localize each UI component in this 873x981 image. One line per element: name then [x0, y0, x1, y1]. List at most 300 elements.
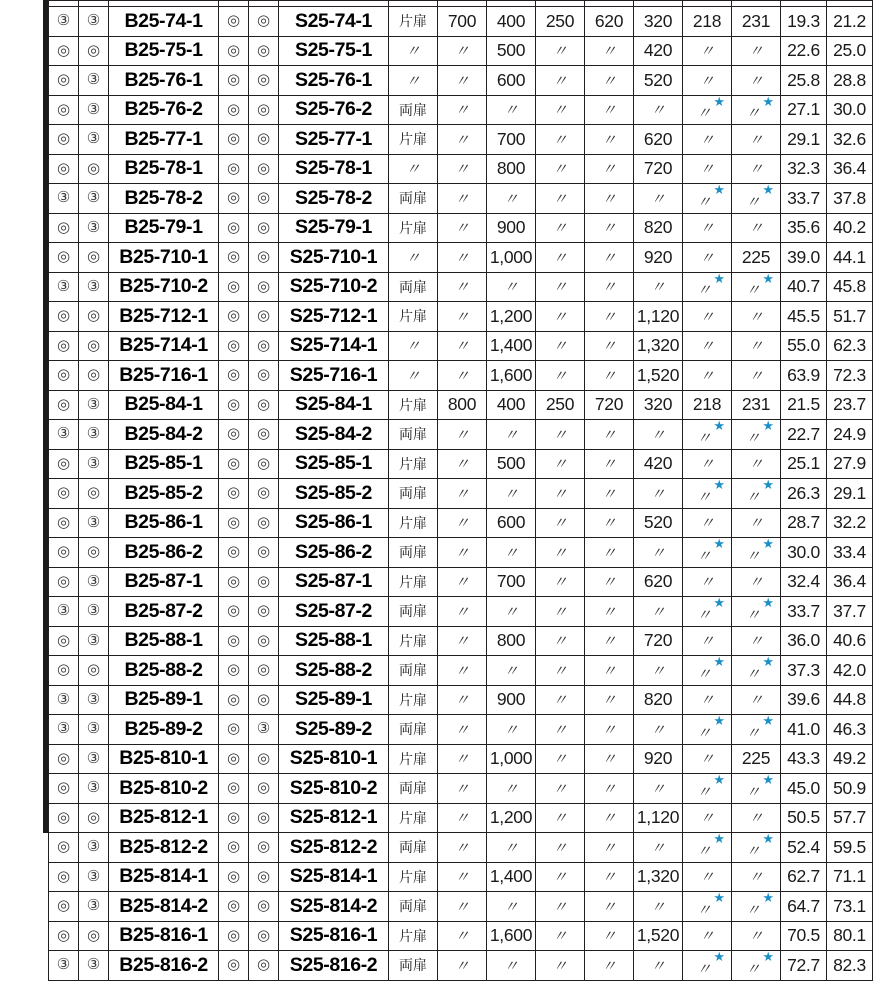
double-circle-icon-text: ◎: [56, 925, 71, 944]
double-circle-icon-text: ◎: [56, 394, 71, 413]
s-series-model-text: S25-89-2: [294, 717, 373, 740]
door-type-text: 片扉: [399, 751, 427, 768]
dimension-w-text: 〃: [454, 573, 470, 592]
dimension-h5-text: 〃: [748, 71, 764, 90]
door-type-text: 片扉: [399, 220, 427, 237]
double-circle-icon-text: ◎: [256, 70, 271, 89]
dimension-h5: [732, 7, 781, 37]
circled-three-icon-text: ③: [56, 11, 71, 30]
door-type: [389, 567, 438, 597]
circled-three-icon-text: ③: [56, 689, 71, 708]
s-series-model: [279, 656, 389, 686]
b-series-model: [109, 302, 219, 332]
double-circle-icon-text: ◎: [86, 40, 101, 59]
s-series-model: [279, 361, 389, 391]
circled-three-icon: [79, 125, 109, 155]
dimension-h2-text: 〃: [601, 602, 617, 621]
s-series-model-text: S25-716-1: [289, 363, 378, 386]
dimension-h3: [634, 774, 683, 804]
b-series-model: [109, 892, 219, 922]
dimension-h4-text: 〃: [699, 514, 715, 533]
double-circle-icon: [249, 36, 279, 66]
weight-wt2-text: 23.7: [833, 394, 866, 415]
circled-three-icon: [79, 567, 109, 597]
dimension-h3-text: 820: [643, 217, 673, 238]
b-series-model: [109, 243, 219, 273]
double-circle-icon-text: ◎: [56, 630, 71, 649]
table-row[interactable]: [49, 538, 873, 568]
dimension-h4-text: 〃: [699, 868, 715, 887]
ditto-mark: 〃: [696, 428, 712, 447]
double-circle-icon: [219, 36, 249, 66]
table-row[interactable]: [49, 272, 873, 302]
double-circle-icon-text: ◎: [256, 365, 271, 384]
weight-wt2-text: 59.5: [833, 836, 866, 857]
double-circle-icon-text: ◎: [226, 778, 241, 797]
star-icon: ★: [713, 949, 725, 964]
weight-wt1: [781, 243, 827, 273]
dimension-h1: [536, 125, 585, 155]
double-circle-icon-text: ◎: [256, 689, 271, 708]
dimension-h3-text: 320: [643, 10, 673, 31]
weight-wt1-text: 27.1: [787, 99, 820, 120]
double-circle-icon-text: ◎: [56, 542, 71, 561]
double-circle-icon: [219, 361, 249, 391]
dimension-h3: [634, 921, 683, 951]
double-circle-icon-text: ◎: [256, 955, 271, 974]
dimension-h1: [536, 7, 585, 37]
double-circle-icon: [49, 479, 79, 509]
door-type-text: 片扉: [399, 456, 427, 473]
dimension-h5-text: 〃: [748, 514, 764, 533]
weight-wt2: [827, 892, 873, 922]
dimension-h1-text: 〃: [552, 425, 568, 444]
double-circle-icon: [49, 361, 79, 391]
dimension-d-text: 〃: [503, 278, 519, 297]
dimension-h4: [683, 744, 732, 774]
dimension-d-text: 400: [496, 394, 526, 415]
dimension-w-text: 〃: [454, 602, 470, 621]
dimension-w-text: 〃: [454, 868, 470, 887]
double-circle-icon-text: ◎: [226, 11, 241, 30]
double-circle-icon-text: ◎: [256, 306, 271, 325]
circled-three-icon-text: ③: [56, 601, 71, 620]
dimension-h1-text: 〃: [552, 956, 568, 975]
door-type: [389, 154, 438, 184]
dimension-w: [438, 715, 487, 745]
double-circle-icon-text: ◎: [56, 247, 71, 266]
dimension-h3-text: 520: [643, 69, 673, 90]
dimension-h2: [585, 833, 634, 863]
b-series-model-text: B25-78-2: [124, 186, 203, 209]
dimension-h2: [585, 479, 634, 509]
dimension-d-text: 〃: [503, 484, 519, 503]
weight-wt2: [827, 243, 873, 273]
s-series-model: [279, 184, 389, 214]
s-series-model-text: S25-814-1: [289, 865, 378, 888]
table-row[interactable]: [49, 302, 873, 332]
weight-wt1-text: 40.7: [787, 276, 820, 297]
table-row[interactable]: [49, 685, 873, 715]
s-series-model: [279, 567, 389, 597]
dimension-d: [487, 36, 536, 66]
dimension-h2-text: 〃: [601, 71, 617, 90]
dimension-h2-text: 〃: [601, 160, 617, 179]
dimension-h5: [732, 125, 781, 155]
dimension-h4: [683, 833, 732, 863]
dimension-h2-text: 〃: [601, 101, 617, 120]
circled-three-icon-text: ③: [86, 424, 101, 443]
double-circle-icon-text: ◎: [256, 247, 271, 266]
table-row[interactable]: [49, 125, 873, 155]
table-row[interactable]: [49, 744, 873, 774]
dimension-h1: [536, 95, 585, 125]
double-circle-icon-text: ◎: [226, 276, 241, 295]
dimension-h3: [634, 744, 683, 774]
double-circle-icon-text: ◎: [256, 660, 271, 679]
double-circle-icon: [49, 449, 79, 479]
star-icon: ★: [713, 772, 725, 787]
door-type: [389, 774, 438, 804]
double-circle-icon-text: ◎: [226, 158, 241, 177]
s-series-model: [279, 921, 389, 951]
b-series-model: [109, 744, 219, 774]
double-circle-icon: [249, 331, 279, 361]
weight-wt1-text: 39.6: [787, 689, 820, 710]
circled-three-icon-text: ③: [86, 601, 101, 620]
dimension-h1: [536, 449, 585, 479]
double-circle-icon: [249, 774, 279, 804]
double-circle-icon: [49, 538, 79, 568]
double-circle-icon-text: ◎: [86, 807, 101, 826]
s-series-model-text: S25-78-2: [294, 186, 373, 209]
dimension-h2-text: 〃: [601, 248, 617, 267]
table-row[interactable]: [49, 862, 873, 892]
table-row[interactable]: [49, 774, 873, 804]
double-circle-icon-text: ◎: [56, 129, 71, 148]
table-row[interactable]: [49, 803, 873, 833]
table-row[interactable]: [49, 597, 873, 627]
b-series-model-text: B25-85-1: [124, 452, 203, 475]
dimension-h5: [732, 420, 781, 450]
dimension-d-text: 500: [496, 453, 526, 474]
star-icon: ★: [762, 477, 774, 492]
s-series-model: [279, 774, 389, 804]
weight-wt1: [781, 744, 827, 774]
weight-wt1: [781, 449, 827, 479]
double-circle-icon-text: ◎: [256, 512, 271, 531]
weight-wt2: [827, 272, 873, 302]
b-series-model-text: B25-710-1: [119, 245, 208, 268]
s-series-model: [279, 538, 389, 568]
b-series-model-text: B25-810-1: [119, 747, 208, 770]
dimension-h2: [585, 921, 634, 951]
double-circle-icon: [49, 567, 79, 597]
dimension-d: [487, 626, 536, 656]
table-row[interactable]: [49, 7, 873, 37]
double-circle-icon-text: ◎: [226, 247, 241, 266]
circled-three-icon: [49, 685, 79, 715]
table-row[interactable]: [49, 361, 873, 391]
door-type-text: 片扉: [399, 810, 427, 827]
double-circle-icon-text: ◎: [56, 896, 71, 915]
s-series-model: [279, 862, 389, 892]
double-circle-icon: [49, 862, 79, 892]
weight-wt2-text: 32.6: [833, 128, 866, 149]
circled-three-icon-text: ③: [86, 70, 101, 89]
circled-three-icon-text: ③: [86, 866, 101, 885]
dimension-h1: [536, 243, 585, 273]
table-row[interactable]: [49, 833, 873, 863]
star-icon: ★: [713, 890, 725, 905]
dimension-h5: [732, 951, 781, 981]
double-circle-icon-text: ◎: [226, 748, 241, 767]
door-type-text: 片扉: [399, 397, 427, 414]
weight-wt2-text: 33.4: [833, 541, 866, 562]
weight-wt2: [827, 774, 873, 804]
dimension-h4: [683, 774, 732, 804]
table-row[interactable]: [49, 331, 873, 361]
dimension-d: [487, 862, 536, 892]
table-row[interactable]: [49, 420, 873, 450]
weight-wt2-text: 72.3: [833, 364, 866, 385]
double-circle-icon: [219, 685, 249, 715]
double-circle-icon-text: ◎: [56, 748, 71, 767]
weight-wt2: [827, 626, 873, 656]
table-row[interactable]: [49, 921, 873, 951]
double-circle-icon-text: ◎: [56, 512, 71, 531]
dimension-h3: [634, 272, 683, 302]
dimension-h2-text: 〃: [601, 219, 617, 238]
double-circle-icon-text: ◎: [256, 542, 271, 561]
double-circle-icon: [249, 833, 279, 863]
double-circle-icon-text: ◎: [56, 365, 71, 384]
weight-wt1: [781, 331, 827, 361]
s-series-model-text: S25-85-2: [294, 481, 373, 504]
dimension-w: [438, 66, 487, 96]
door-type-text: 片扉: [399, 928, 427, 945]
double-circle-icon: [219, 95, 249, 125]
circled-three-icon: [79, 272, 109, 302]
dimension-d-text: 800: [496, 630, 526, 651]
dimension-w: [438, 36, 487, 66]
circled-three-icon: [49, 272, 79, 302]
dimension-h1-text: 〃: [552, 661, 568, 680]
dimension-h1: [536, 774, 585, 804]
table-row[interactable]: [49, 36, 873, 66]
dimension-h5: [732, 213, 781, 243]
door-type-text: 〃: [405, 42, 421, 61]
ditto-mark: 〃: [745, 487, 761, 506]
dimension-h3-text: 〃: [650, 897, 666, 916]
ditto-mark: 〃: [745, 281, 761, 300]
dimension-h2-text: 〃: [601, 307, 617, 326]
ditto-mark: 〃: [696, 959, 712, 978]
double-circle-icon-text: ◎: [256, 748, 271, 767]
dimension-d: [487, 302, 536, 332]
table-row[interactable]: [49, 951, 873, 981]
dimension-h2: [585, 302, 634, 332]
circled-three-icon-text: ③: [86, 719, 101, 738]
s-series-model-text: S25-84-1: [294, 393, 373, 416]
dimension-d: [487, 744, 536, 774]
dimension-h1-text: 〃: [552, 691, 568, 710]
dimension-h4-text: 〃: [699, 337, 715, 356]
circled-three-icon-text: ③: [86, 453, 101, 472]
weight-wt1-text: 22.6: [787, 40, 820, 61]
circled-three-icon: [79, 892, 109, 922]
door-type-text: 両扉: [399, 663, 427, 680]
dimension-h4: [683, 626, 732, 656]
weight-wt2: [827, 656, 873, 686]
table-row[interactable]: [49, 715, 873, 745]
double-circle-icon-text: ◎: [256, 601, 271, 620]
dimension-h2: [585, 243, 634, 273]
weight-wt2-text: 27.9: [833, 453, 866, 474]
dimension-h3-text: 820: [643, 689, 673, 710]
dimension-h1-text: 250: [545, 394, 575, 415]
dimension-h4: [683, 36, 732, 66]
ditto-mark: 〃: [696, 104, 712, 123]
table-row[interactable]: [49, 184, 873, 214]
star-icon: ★: [713, 595, 725, 610]
table-row[interactable]: [49, 656, 873, 686]
dimension-h1-text: 〃: [552, 573, 568, 592]
double-circle-icon: [219, 892, 249, 922]
dimension-h2: [585, 774, 634, 804]
double-circle-icon-text: ◎: [56, 778, 71, 797]
double-circle-icon: [79, 538, 109, 568]
double-circle-icon-text: ◎: [256, 276, 271, 295]
s-series-model: [279, 95, 389, 125]
dimension-h3: [634, 626, 683, 656]
dimension-h3-text: 〃: [650, 838, 666, 857]
dimension-d: [487, 361, 536, 391]
double-circle-icon: [219, 921, 249, 951]
table-row[interactable]: [49, 892, 873, 922]
dimension-h5-text: 〃: [748, 366, 764, 385]
dimension-w: [438, 892, 487, 922]
table-row[interactable]: [49, 213, 873, 243]
ditto-mark: 〃: [696, 782, 712, 801]
table-row[interactable]: [49, 479, 873, 509]
dimension-h3: [634, 302, 683, 332]
table-row[interactable]: [49, 95, 873, 125]
s-series-model: [279, 331, 389, 361]
weight-wt1-text: 45.5: [787, 305, 820, 326]
dimension-d: [487, 921, 536, 951]
star-icon: ★: [713, 536, 725, 551]
weight-wt2: [827, 508, 873, 538]
dimension-h2-text: 〃: [601, 573, 617, 592]
table-row[interactable]: [49, 66, 873, 96]
dimension-w: [438, 656, 487, 686]
table-row[interactable]: [49, 626, 873, 656]
dimension-h2: [585, 420, 634, 450]
s-series-model-text: S25-714-1: [289, 334, 378, 357]
weight-wt1-text: 39.0: [787, 246, 820, 267]
ditto-mark: 〃: [745, 959, 761, 978]
weight-wt2: [827, 744, 873, 774]
weight-wt1-text: 50.5: [787, 807, 820, 828]
dimension-h1-text: 〃: [552, 838, 568, 857]
dimension-h3-text: 720: [643, 630, 673, 651]
star-icon: ★: [762, 595, 774, 610]
ditto-mark: 〃: [745, 900, 761, 919]
table-row[interactable]: [49, 508, 873, 538]
dimension-w-text: 〃: [454, 307, 470, 326]
dimension-h5-text: 〃: [748, 42, 764, 61]
dimension-d: [487, 154, 536, 184]
weight-wt2: [827, 833, 873, 863]
door-type: [389, 892, 438, 922]
door-type: [389, 597, 438, 627]
ditto-mark: 〃: [696, 487, 712, 506]
dimension-h2-text: 〃: [601, 278, 617, 297]
weight-wt1: [781, 685, 827, 715]
dimension-d-text: 〃: [503, 543, 519, 562]
table-row[interactable]: [49, 567, 873, 597]
dimension-d: [487, 833, 536, 863]
s-series-model: [279, 213, 389, 243]
dimension-h2: [585, 449, 634, 479]
double-circle-icon-text: ◎: [86, 247, 101, 266]
double-circle-icon-text: ◎: [256, 837, 271, 856]
double-circle-icon: [249, 656, 279, 686]
s-series-model: [279, 125, 389, 155]
double-circle-icon: [219, 272, 249, 302]
s-series-model: [279, 390, 389, 420]
double-circle-icon-text: ◎: [226, 807, 241, 826]
s-series-model-text: S25-74-1: [294, 9, 373, 32]
double-circle-icon: [49, 213, 79, 243]
dimension-h4: [683, 420, 732, 450]
double-circle-icon: [219, 213, 249, 243]
table-row[interactable]: [49, 390, 873, 420]
b-series-model: [109, 95, 219, 125]
double-circle-icon: [219, 567, 249, 597]
door-type-text: 片扉: [399, 692, 427, 709]
dimension-h2-text: 〃: [601, 455, 617, 474]
dimension-h1-text: 〃: [552, 868, 568, 887]
table-row[interactable]: [49, 154, 873, 184]
weight-wt2-text: 25.0: [833, 40, 866, 61]
weight-wt2-text: 44.1: [833, 246, 866, 267]
dimension-h2-text: 〃: [601, 425, 617, 444]
dimension-w-text: 〃: [454, 425, 470, 444]
double-circle-icon: [219, 154, 249, 184]
dimension-h3-text: 〃: [650, 543, 666, 562]
table-row[interactable]: [49, 449, 873, 479]
dimension-h3: [634, 803, 683, 833]
dimension-h1: [536, 803, 585, 833]
double-circle-icon: [49, 774, 79, 804]
dimension-w: [438, 243, 487, 273]
table-row[interactable]: [49, 243, 873, 273]
s-series-model-text: S25-816-1: [289, 924, 378, 947]
weight-wt2-text: 44.8: [833, 689, 866, 710]
s-series-model: [279, 243, 389, 273]
circled-three-icon-text: ③: [86, 896, 101, 915]
s-series-model-text: S25-810-1: [289, 747, 378, 770]
dimension-h1-text: 〃: [552, 337, 568, 356]
weight-wt1-text: 29.1: [787, 128, 820, 149]
dimension-h5-text: 〃: [748, 307, 764, 326]
door-type-text: 〃: [405, 71, 421, 90]
b-series-model-text: B25-814-2: [119, 894, 208, 917]
double-circle-icon-text: ◎: [56, 335, 71, 354]
circled-three-icon-text: ③: [86, 512, 101, 531]
